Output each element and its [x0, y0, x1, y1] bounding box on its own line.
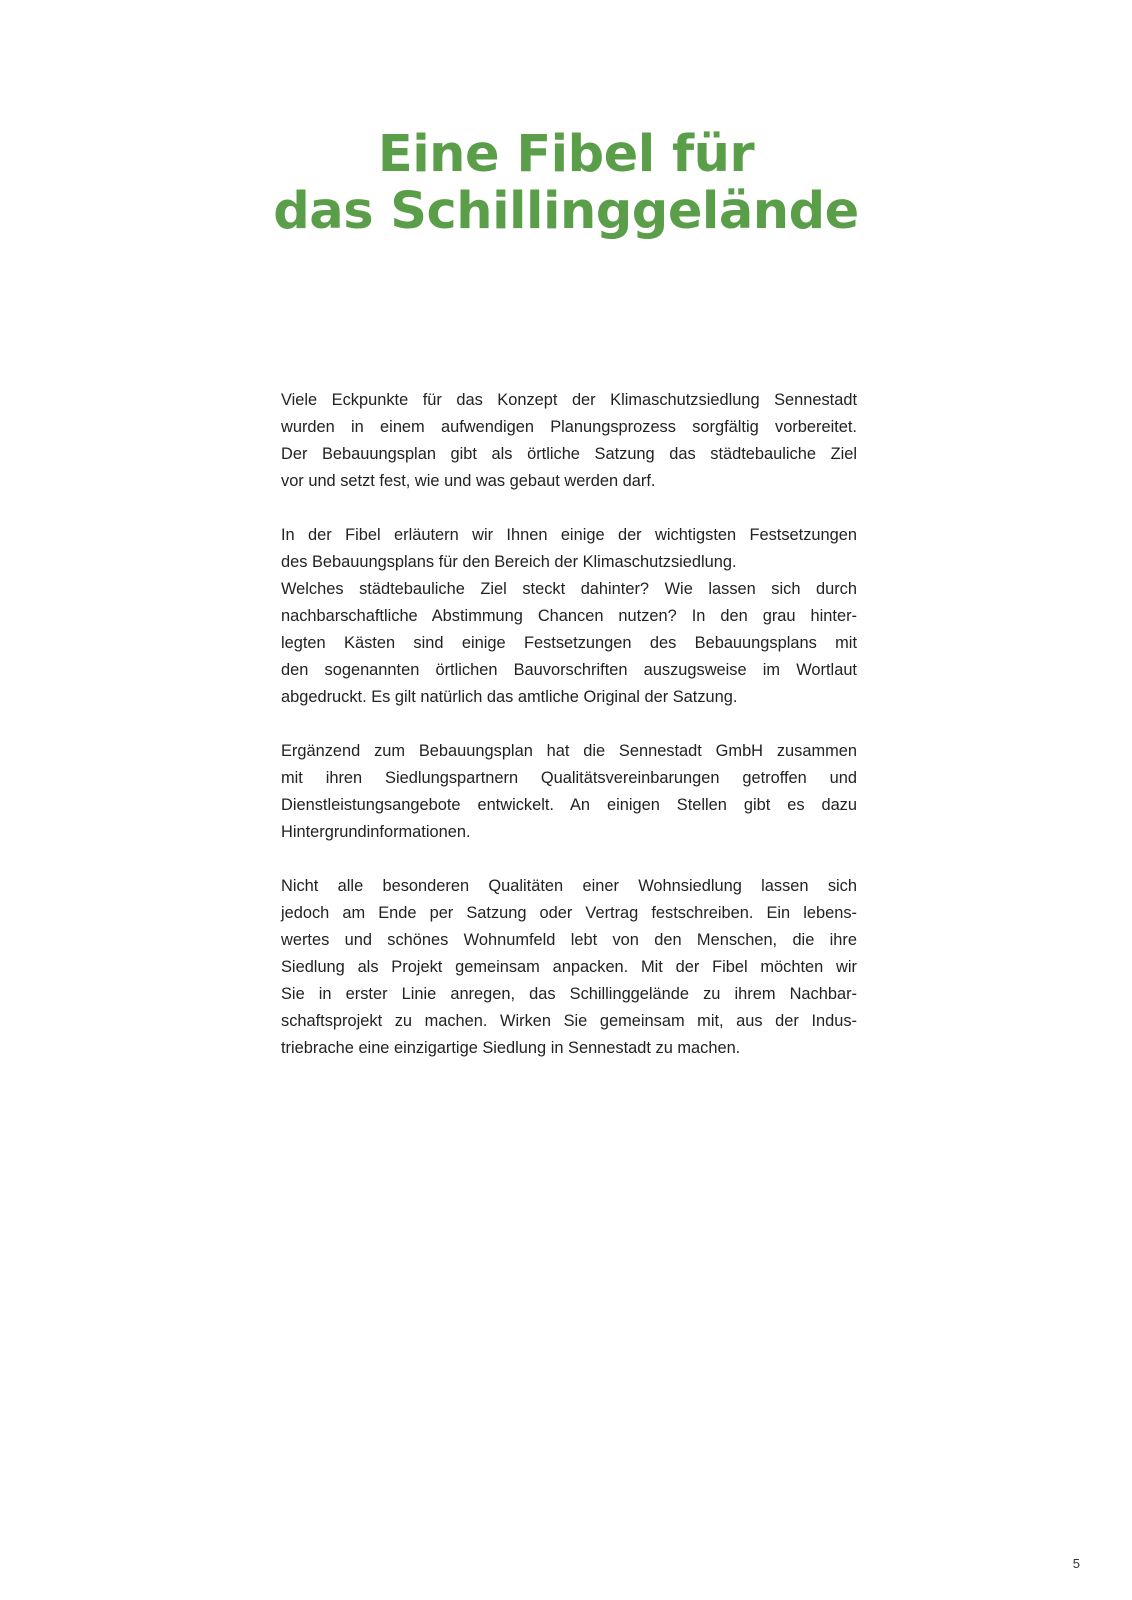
text-line: Siedlung als Projekt gemeinsam anpacken. Mit der Fibel möchten wir: [281, 958, 857, 976]
text-line: nachbarschaftliche Abstimmung Chancen nutzen? In den grau hinter-: [281, 607, 857, 625]
text-line: Dienstleistungsangebote entwickelt. An einigen Stellen gibt es dazu: [281, 796, 857, 814]
text-line: Viele Eckpunkte für das Konzept der Klimaschutzsiedlung Sennestadt: [281, 391, 857, 409]
text-line: schaftsprojekt zu machen. Wirken Sie gemeinsam mit, aus der Indus-: [281, 1012, 857, 1030]
text-line: Nicht alle besonderen Qualitäten einer Wohnsiedlung lassen sich: [281, 877, 857, 895]
text-line: legten Kästen sind einige Festsetzungen des Bebauungsplans mit: [281, 634, 857, 652]
text-line: Ergänzend zum Bebauungsplan hat die Sennestadt GmbH zusammen: [281, 742, 857, 760]
text-line: triebrache eine einzigartige Siedlung in Sennestadt zu machen.: [281, 1039, 741, 1057]
page-title-line-1: Eine Fibel für: [377, 125, 755, 184]
page-title-line-2: das Schillinggelände: [273, 182, 859, 241]
text-line: den sogenannten örtlichen Bauvorschriften auszugsweise im Wortlaut: [281, 661, 857, 679]
text-line: Sie in erster Linie anregen, das Schillinggelände zu ihrem Nachbar-: [281, 985, 857, 1003]
paragraph-4: [281, 873, 857, 1062]
text-line: wertes und schönes Wohnumfeld lebt von den Menschen, die ihre: [281, 931, 857, 949]
text-line: jedoch am Ende per Satzung oder Vertrag festschreiben. Ein lebens-: [281, 904, 857, 922]
text-line: Der Bebauungsplan gibt als örtliche Satzung das städtebauliche Ziel: [281, 445, 857, 463]
paragraph-1: [281, 387, 857, 495]
text-line: mit ihren Siedlungspartnern Qualitätsvereinbarungen getroffen und: [281, 769, 857, 787]
paragraph-2: [281, 522, 857, 711]
body-text: [281, 387, 857, 1089]
text-line: vor und setzt fest, wie und was gebaut werden darf.: [281, 472, 656, 490]
page-title: [220, 126, 912, 240]
text-line: des Bebauungsplans für den Bereich der Klimaschutzsiedlung.: [281, 553, 737, 571]
text-line: abgedruckt. Es gilt natürlich das amtliche Original der Satzung.: [281, 688, 738, 706]
text-line: wurden in einem aufwendigen Planungsprozess sorgfältig vorbereitet.: [281, 418, 857, 436]
text-line: Hintergrundinformationen.: [281, 823, 471, 841]
paragraph-3: [281, 738, 857, 846]
text-line: Welches städtebauliche Ziel steckt dahinter? Wie lassen sich durch: [281, 580, 857, 598]
text-line: In der Fibel erläutern wir Ihnen einige der wichtigsten Festsetzungen: [281, 526, 857, 544]
page-number: 5: [1072, 1556, 1080, 1571]
